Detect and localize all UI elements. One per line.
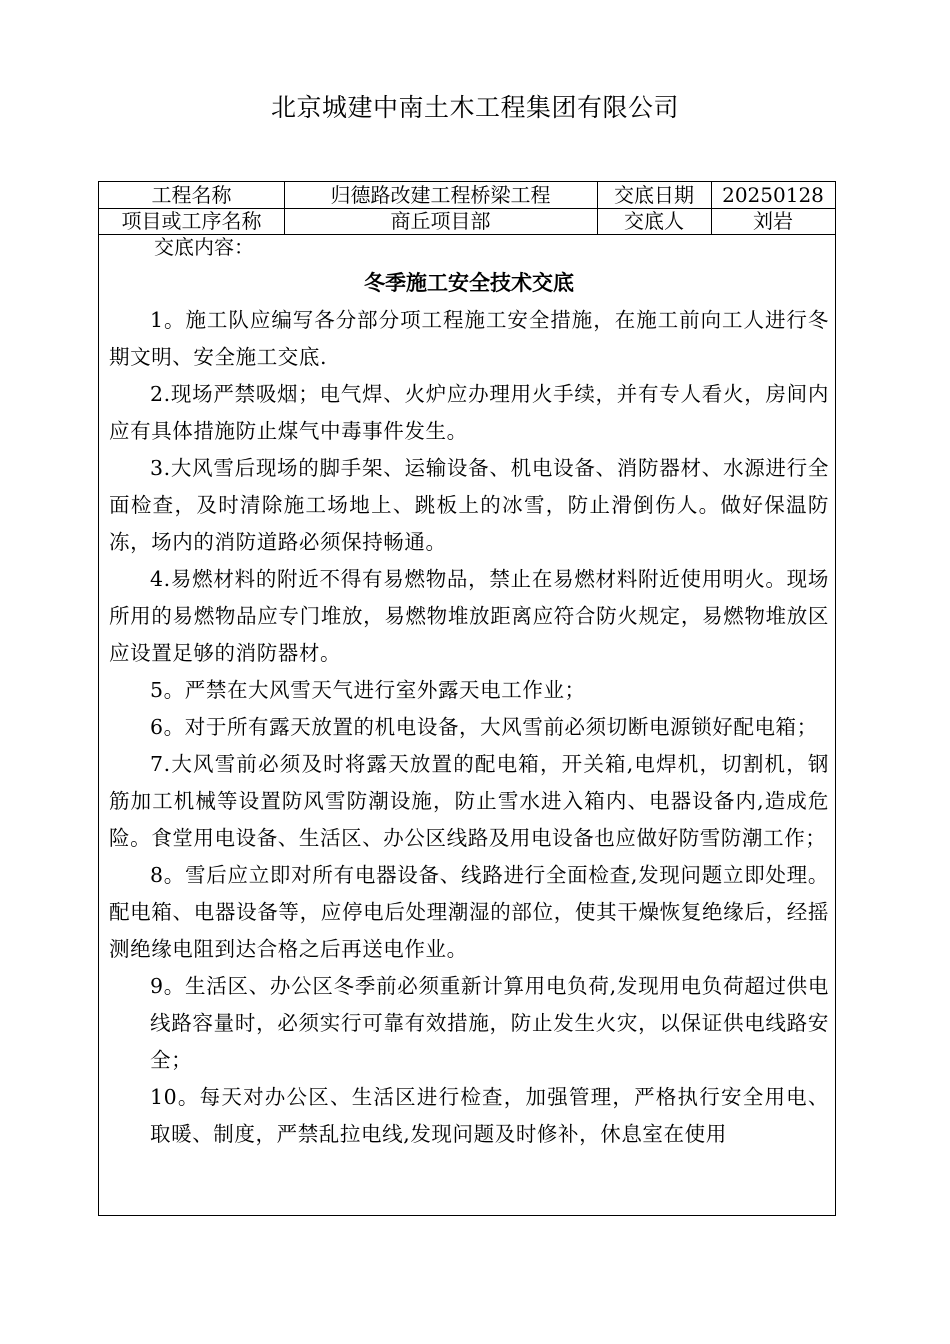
procedure-name-value: 商丘项目部 (284, 208, 598, 234)
clause-8: 8。雪后应立即对所有电器设备、线路进行全面检查,发现问题立即处理。配电箱、电器设备等，应停电后处理潮湿的部位，使其干燥恢复绝缘后，经摇测绝缘电阻到达合格之后再送电作业。 (109, 863, 829, 961)
content-label: 交底内容： (154, 235, 254, 259)
discloser-label: 交底人 (597, 208, 712, 234)
clause-2: 2.现场严禁吸烟；电气焊、火炉应办理用火手续，并有专人看火，房间内应有具体措施防止煤气中毒事件发生。 (109, 382, 829, 443)
clause-10: 10。每天对办公区、生活区进行检查，加强管理，严格执行安全用电、取暖、制度，严禁乱拉电线,发现问题及时修补，休息室在使用 (150, 1085, 829, 1146)
disclosure-date-value: 20250128 (722, 183, 824, 207)
company-name: 北京城建中南土木工程集团有限公司 (270, 93, 679, 122)
clause-3: 3.大风雪后现场的脚手架、运输设备、机电设备、消防器材、水源进行全面检查，及时清除施工场地上、跳板上的冰雪，防止滑倒伤人。做好保温防冻，场内的消防道路必须保持畅通。 (109, 456, 829, 554)
clause-5: 5。严禁在大风雪天气进行室外露天电工作业； (150, 678, 586, 702)
clause-9: 9。生活区、办公区冬季前必须重新计算用电负荷,发现用电负荷超过供电线路容量时，必须实行可靠有效措施，防止发生火灾，以保证供电线路安全； (150, 974, 829, 1072)
disclosure-date-label: 交底日期 (597, 182, 712, 208)
discloser-value: 刘岩 (753, 209, 793, 233)
clause-7: 7.大风雪前必须及时将露天放置的配电箱，开关箱,电焊机，切割机，钢筋加工机械等设置防风雪防潮设施，防止雪水进入箱内、电器设备内,造成危险。食堂用电设备、生活区、办公区线路及用电设备也应做好防雪防潮工作； (109, 752, 829, 850)
clause-4: 4.易燃材料的附近不得有易燃物品，禁止在易燃材料附近使用明火。现场所用的易燃物品应专门堆放，易燃物堆放距离应符合防火规定，易燃物堆放区应设置足够的消防器材。 (109, 567, 829, 665)
clause-1: 1。施工队应编写各分部分项工程施工安全措施，在施工前向工人进行冬期文明、安全施工交底. (109, 308, 829, 369)
section-title: 冬季施工安全技术交底 (364, 271, 574, 295)
project-name-label: 工程名称 (99, 182, 285, 208)
header-row-department (99, 208, 835, 235)
header-row-project (99, 182, 835, 209)
procedure-name-label: 项目或工序名称 (99, 208, 285, 234)
disclosure-form (98, 181, 836, 1216)
disclosure-content (109, 234, 829, 1153)
clause-6: 6。对于所有露天放置的机电设备，大风雪前必须切断电源锁好配电箱； (150, 715, 818, 739)
project-name-value: 归德路改建工程桥梁工程 (284, 182, 598, 208)
